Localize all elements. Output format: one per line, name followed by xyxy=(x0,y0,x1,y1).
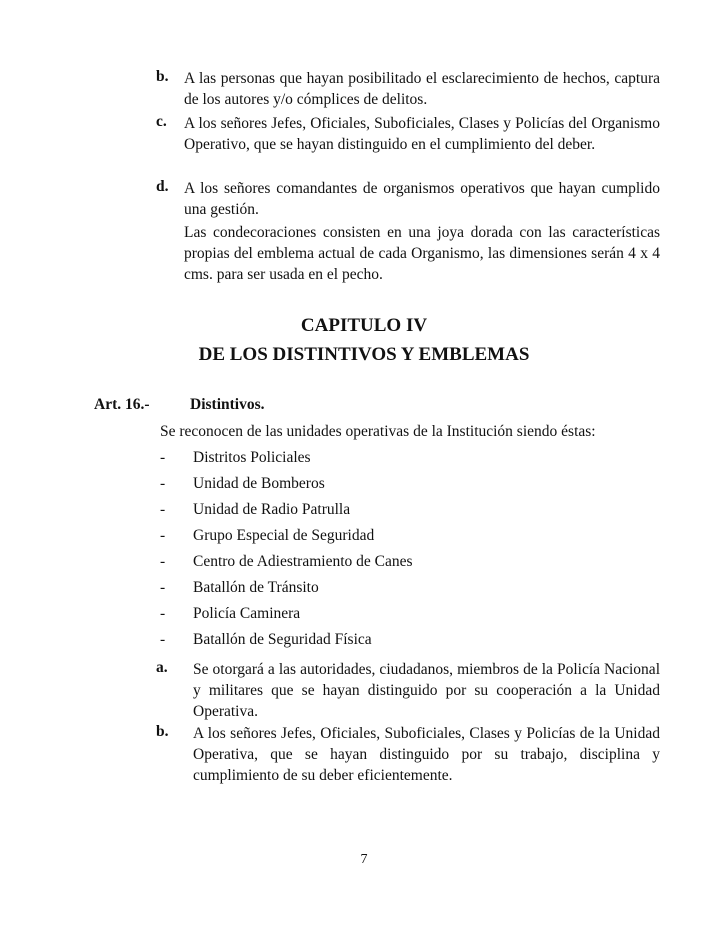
item-label: d. xyxy=(156,178,169,195)
item-text: A los señores Jefes, Oficiales, Suboficiales, Clases y Policías de la Unidad Operativa, que se hayan distinguido por su trabajo, disciplina y cumplimiento de su deber eficientemente. xyxy=(193,725,660,784)
bullet-dash: - xyxy=(160,579,166,596)
chapter-title: CAPITULO IV xyxy=(300,315,428,336)
article-title: Distintivos. xyxy=(190,396,265,413)
item-label: a. xyxy=(156,659,168,676)
bullet-dash: - xyxy=(160,553,166,570)
bullet-dash: - xyxy=(160,605,166,622)
unit-name: Distritos Policiales xyxy=(193,449,311,466)
bullet-dash: - xyxy=(160,631,166,648)
item-text: A los señores comandantes de organismos operativos que hayan cumplido una gestión. xyxy=(184,180,660,218)
item-label: b. xyxy=(156,723,169,740)
unit-name: Policía Caminera xyxy=(193,605,301,622)
item-text: Se otorgará a las autoridades, ciudadanos, miembros de la Policía Nacional y militares que se hayan distinguido por su cooperación a la Unidad Operativa. xyxy=(193,661,660,720)
list-item xyxy=(156,659,660,722)
unit-name: Grupo Especial de Seguridad xyxy=(193,527,375,544)
unit-name: Unidad de Radio Patrulla xyxy=(193,501,351,518)
bullet-dash: - xyxy=(160,449,166,466)
article-intro: Se reconocen de las unidades operativas de la Institución siendo éstas: xyxy=(160,423,596,440)
item-label: b. xyxy=(156,68,169,85)
unit-name: Centro de Adiestramiento de Canes xyxy=(193,553,413,570)
unit-name: Unidad de Bomberos xyxy=(193,475,325,492)
list-item xyxy=(156,178,660,220)
bullet-dash: - xyxy=(160,501,166,518)
list-item xyxy=(156,68,660,110)
unit-name: Batallón de Seguridad Física xyxy=(193,631,372,648)
bullet-dash: - xyxy=(160,475,166,492)
chapter-subtitle: DE LOS DISTINTIVOS Y EMBLEMAS xyxy=(198,344,530,365)
item-text: A los señores Jefes, Oficiales, Suboficiales, Clases y Policías del Organismo Operativo, que se hayan distinguido en el cumplimiento del deber. xyxy=(184,115,660,153)
page-number: 7 xyxy=(360,852,368,867)
unit-name: Batallón de Tránsito xyxy=(193,579,319,596)
article-number: Art. 16.- xyxy=(94,396,150,413)
decorations-paragraph: Las condecoraciones consisten en una joya dorada con las características propias del emblema actual de cada Organismo, las dimensiones serán 4 x 4 cms. para ser usada en el pecho. xyxy=(184,224,660,283)
item-text: A las personas que hayan posibilitado el esclarecimiento de hechos, captura de los autores y/o cómplices de delitos. xyxy=(184,70,660,108)
item-label: c. xyxy=(156,113,167,130)
bullet-dash: - xyxy=(160,527,166,544)
list-item xyxy=(156,723,660,786)
list-item xyxy=(156,113,660,155)
